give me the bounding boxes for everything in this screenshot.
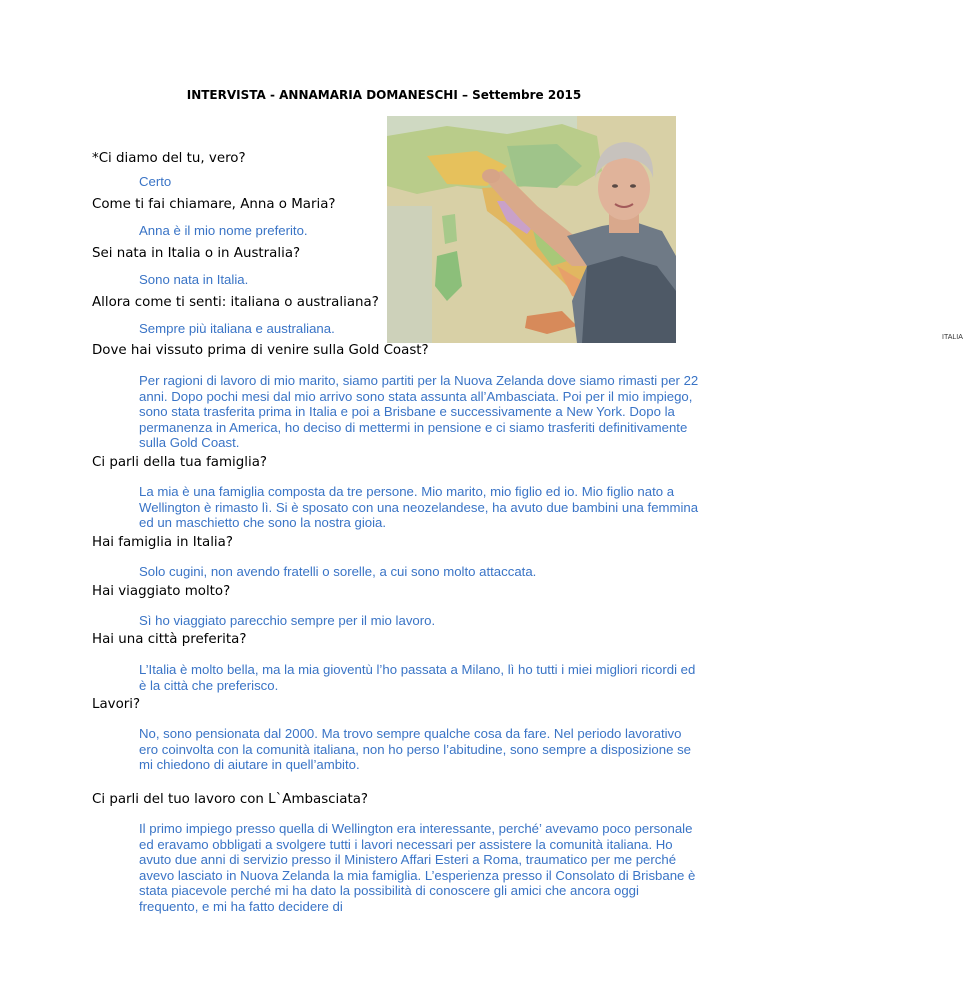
answer-1: Certo (139, 174, 172, 189)
document-title: INTERVISTA - ANNAMARIA DOMANESCHI – Settembre 2015 (186, 88, 582, 102)
question-1: *Ci diamo del tu, vero? (92, 151, 246, 166)
answer-2: Anna è il mio nome preferito. (139, 223, 308, 238)
question-6: Ci parli della tua famiglia? (92, 455, 268, 470)
answer-10: No, sono pensionata dal 2000. Ma trovo sempre qualche cosa da fare. Nel periodo lavorativo ero coinvolta con la comunità italiana, non ho perso l’abitudine, sono sempre a disposizione se mi chiedono di aiutare in quell’ambito. (139, 726, 692, 773)
answer-3: Sono nata in Italia. (139, 272, 249, 287)
answer-6: La mia è una famiglia composta da tre persone. Mio marito, mio figlio ed io. Mio figlio nato a Wellington è rimasto lì. Si è sposato con una neozelandese, ha avuto due bambini una femmina ed un maschietto che sono la nostra gioia. (139, 484, 699, 531)
question-4: Allora come ti senti: italiana o australiana? (92, 295, 379, 310)
question-10: Lavori? (92, 697, 141, 712)
answer-4: Sempre più italiana e australiana. (139, 321, 335, 336)
answer-7: Solo cugini, non avendo fratelli o sorelle, a cui sono molto attaccata. (139, 564, 537, 579)
question-8: Hai viaggiato molto? (92, 584, 231, 599)
answer-11: Il primo impiego presso quella di Wellington era interessante, perché’ avevamo poco personale ed eravamo obbligati a svolgere tutti i lavori necessari per assistere la comunità italiana. Ho avuto due anni di servizio presso il Ministero Affari Esteri a Roma, traumatico per me perché avevo lasciato in Nuova Zelanda la mia famiglia. L’esperienza presso il Consolato di Brisbane è stata piacevole perché mi ha dato la possibilità di conoscere gli amici che ancora oggi frequento, e mi ha fatto decidere di (139, 821, 696, 914)
question-9: Hai una città preferita? (92, 632, 247, 647)
question-7: Hai famiglia in Italia? (92, 535, 233, 550)
answer-9: L’Italia è molto bella, ma la mia gioventù l’ho passata a Milano, lì ho tutti i miei migliori ricordi ed è la città che preferisco. (139, 662, 696, 693)
answer-5: Per ragioni di lavoro di mio marito, siamo partiti per la Nuova Zelanda dove siamo rimasti per 22 anni. Dopo pochi mesi dal mio arrivo sono stata assunta all’Ambasciata. Poi per il mio impiego, sono stata trasferita prima in Italia e poi a Brisbane e successivamente a New York. Dopo la permanenza in America, ho deciso di mettermi in pensione e ci siamo trasferiti definitivamente sulla Gold Coast. (139, 373, 699, 451)
photo-caption: ITALIA (942, 334, 963, 341)
answer-8: Sì ho viaggiato parecchio sempre per il mio lavoro. (139, 613, 436, 628)
question-5: Dove hai vissuto prima di venire sulla Gold Coast? (92, 343, 429, 358)
question-11: Ci parli del tuo lavoro con L`Ambasciata? (92, 792, 369, 807)
question-2: Come ti fai chiamare, Anna o Maria? (92, 197, 336, 212)
question-3: Sei nata in Italia o in Australia? (92, 246, 301, 261)
